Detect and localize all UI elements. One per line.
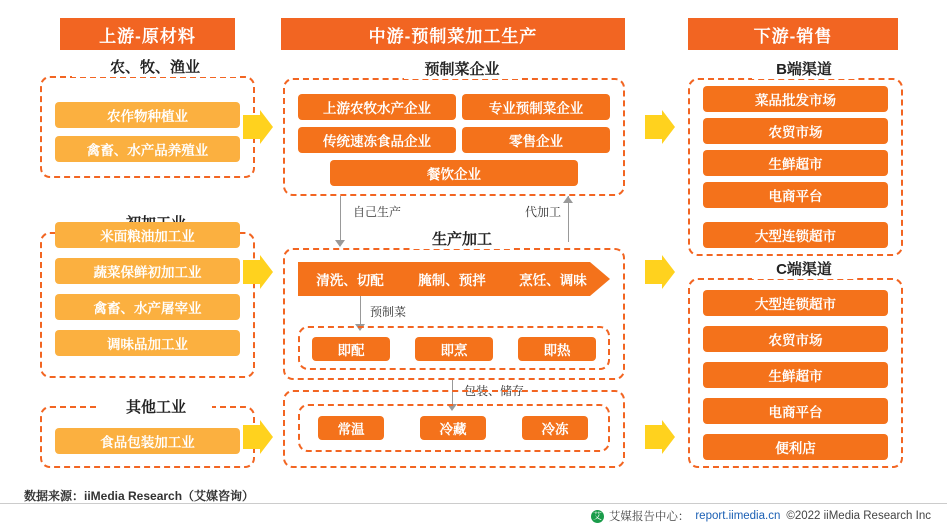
column-title-upstream-label: 上游-原材料 [99,26,196,46]
downstream-group-b-label: B端渠道 [752,58,856,79]
enterprise-item-5[interactable]: 餐饮企业 [330,160,578,186]
product-item-2[interactable]: 即烹 [415,337,493,361]
connector-self-production-arrow [335,240,345,247]
enterprise-item-1[interactable]: 上游农牧水产企业 [298,94,456,120]
downstream-c-item-2[interactable]: 农贸市场 [703,326,888,352]
column-title-midstream-label: 中游-预制菜加工生产 [368,26,538,46]
upstream-group-3-label: 其他工业 [100,396,212,417]
upstream-group-1-label: 农、牧、渔业 [72,56,238,77]
chevron-icon-down-1 [645,110,675,144]
chevron-icon-up-2 [243,255,273,289]
storage-item-2[interactable]: 冷藏 [420,416,486,440]
footer-copyright: ©2022 iiMedia Research Inc [786,510,931,522]
connector-oem-arrow [563,196,573,203]
upstream-item-2-3[interactable]: 禽畜、水产屠宰业 [55,294,240,320]
downstream-b-item-5[interactable]: 大型连锁超市 [703,222,888,248]
process-step-1[interactable]: 清洗、切配 [316,273,384,288]
chevron-icon-up-1 [243,110,273,144]
process-step-3[interactable]: 烹饪、调味 [519,273,587,288]
connector-self-production-label: 自己生产 [349,203,405,220]
connector-prepared-dish-label: 预制菜 [366,303,410,320]
midstream-process-label: 生产加工 [412,228,512,249]
downstream-b-item-4[interactable]: 电商平台 [703,182,888,208]
column-title-upstream [60,18,235,50]
enterprise-item-4[interactable]: 零售企业 [462,127,610,153]
upstream-item-1-1[interactable]: 农作物种植业 [55,102,240,128]
iimedia-logo-icon: 艾 [592,510,602,521]
downstream-b-item-1[interactable]: 菜品批发市场 [703,86,888,112]
downstream-group-c-label: C端渠道 [752,258,856,279]
downstream-c-item-1[interactable]: 大型连锁超市 [703,290,888,316]
upstream-item-2-2[interactable]: 蔬菜保鲜初加工业 [55,258,240,284]
connector-packaging-label: 包装、储存 [460,382,528,399]
downstream-b-item-2[interactable]: 农贸市场 [703,118,888,144]
chevron-icon-up-3 [243,420,273,454]
connector-oem-label: 代加工 [521,203,565,220]
midstream-enterprise-label: 预制菜企业 [404,58,520,79]
product-item-3[interactable]: 即热 [518,337,596,361]
footer-site[interactable]: report.iimedia.cn [695,510,781,522]
column-title-downstream [688,18,898,50]
footer-bar [0,505,947,527]
product-item-1[interactable]: 即配 [312,337,390,361]
process-step-2[interactable]: 腌制、预拌 [418,273,486,288]
upstream-item-2-4[interactable]: 调味品加工业 [55,330,240,356]
column-title-downstream-label: 下游-销售 [753,26,833,46]
enterprise-item-3[interactable]: 传统速冻食品企业 [298,127,456,153]
source-note: 数据来源：iiMedia Research（艾媒咨询） [24,489,255,503]
downstream-c-item-5[interactable]: 便利店 [703,434,888,460]
connector-prepared-dish-line [360,296,361,326]
upstream-item-2-1[interactable]: 米面粮油加工业 [55,222,240,248]
chevron-icon-down-3 [645,420,675,454]
downstream-c-item-4[interactable]: 电商平台 [703,398,888,424]
upstream-item-1-2[interactable]: 禽畜、水产品养殖业 [55,136,240,162]
storage-item-3[interactable]: 冷冻 [522,416,588,440]
downstream-b-item-3[interactable]: 生鲜超市 [703,150,888,176]
storage-item-1[interactable]: 常温 [318,416,384,440]
connector-self-production-line [340,196,341,242]
footer-brand: 艾媒报告中心： [608,511,690,523]
upstream-item-3-1[interactable]: 食品包装加工业 [55,428,240,454]
enterprise-item-2[interactable]: 专业预制菜企业 [462,94,610,120]
footer-divider [0,503,947,504]
downstream-c-item-3[interactable]: 生鲜超市 [703,362,888,388]
chevron-icon-down-2 [645,255,675,289]
column-title-midstream [281,18,625,50]
